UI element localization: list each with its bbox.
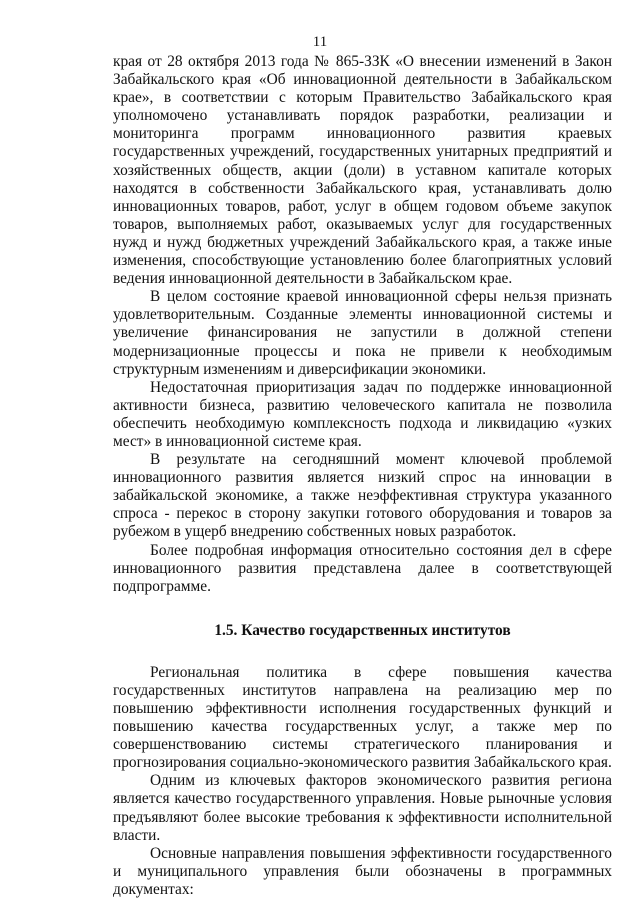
section-heading: 1.5. Качество государственных институтов xyxy=(214,621,511,639)
paragraph: Одним из ключевых факторов экономического развития региона является качество государственного управления. Новые рыночные условия предъявляют более высокие требования к эффективности исполнительной власти. xyxy=(113,772,612,844)
paragraph: В результате на сегодняшний момент ключевой проблемой инновационного развития является низкий спрос на инновации в забайкальской экономике, а также неэффективная структура указанного спроса - перекос в сторону закупки готового оборудования и товаров за рубежом в ущерб внедрению собственных новых разработок. xyxy=(113,451,612,541)
paragraph: Основные направления повышения эффективности государственного и муниципального управления были обозначены в программных документах: xyxy=(113,844,612,898)
page-content xyxy=(113,53,612,899)
paragraph: Более подробная информация относительно состояния дел в сфере инновационного развития представлена далее в соответствующей подпрограмме. xyxy=(113,541,612,595)
paragraph: Региональная политика в сфере повышения качества государственных институтов направлена на реализацию мер по повышению эффективности исполнения государственных функций и повышению качества государственных услуг, а также мер по совершенствованию системы стратегического планирования и прогнозирования социально-экономического развития Забайкальского края. xyxy=(113,663,612,772)
page-number: 11 xyxy=(312,34,328,50)
paragraph: края от 28 октября 2013 года № 865-ЗЗК «О внесении изменений в Закон Забайкальского края «Об инновационной деятельности в Забайкальском крае», в соответствии с которым Правительство Забайкальского края уполномочено устанавливать порядок разработки, реализации и мониторинга программ инновационного развития краевых государственных учреждений, государственных унитарных предприятий и хозяйственных обществ, акции (доли) в уставном капитале которых находятся в собственности Забайкальского края, устанавливать долю инновационных товаров, работ, услуг в общем годовом объеме закупок товаров, выполняемых работ, оказываемых услуг для государственных нужд и нужд бюджетных учреждений Забайкальского края, а также иные изменения, способствующие установлению более благоприятных условий ведения инновационной деятельности в Забайкальском крае. xyxy=(113,53,612,288)
paragraph: Недостаточная приоритизация задач по поддержке инновационной активности бизнеса, развитию человеческого капитала не позволила обеспечить необходимую комплексность подхода и ликвидацию «узких мест» в инновационной системе края. xyxy=(113,378,612,450)
paragraph: В целом состояние краевой инновационной сферы нельзя признать удовлетворительным. Созданные элементы инновационной системы и увеличение финансирования не запустили в должной степени модернизационные процессы и пока не привели к необходимым структурным изменениям и диверсификации экономики. xyxy=(113,288,612,378)
